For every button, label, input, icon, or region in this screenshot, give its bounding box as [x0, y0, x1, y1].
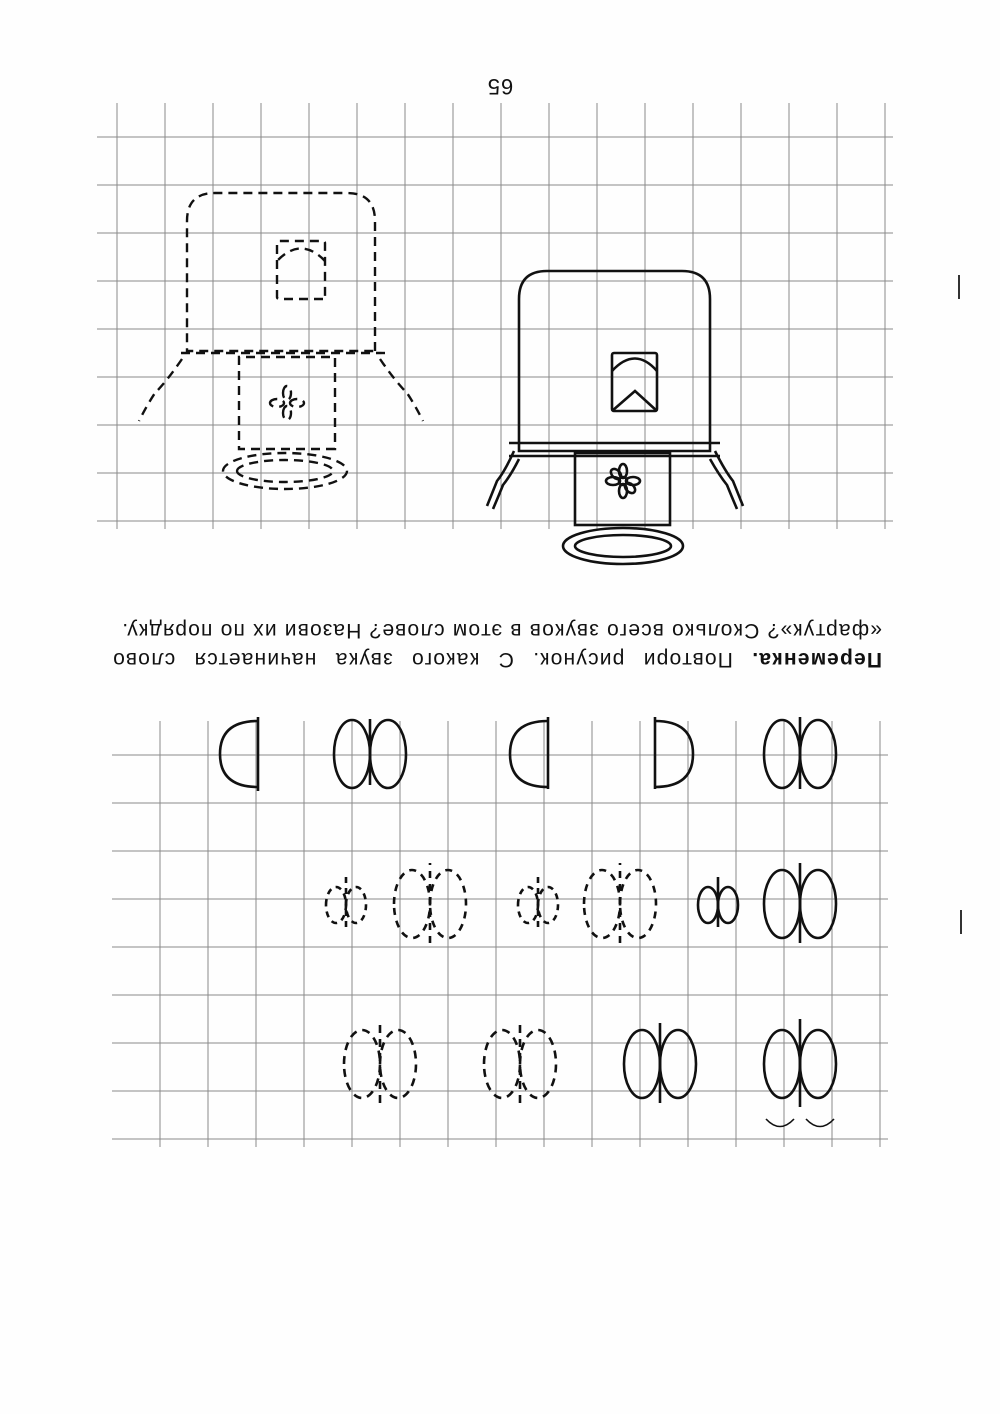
apron-pocket — [563, 528, 683, 564]
letter-f-solid — [764, 1019, 836, 1107]
letter-row-2 — [326, 863, 836, 943]
scan-mark — [960, 910, 962, 934]
flower-icon — [606, 464, 640, 498]
scan-mark — [958, 275, 960, 299]
apron-tie-left — [715, 451, 743, 506]
apron-bib — [519, 271, 710, 451]
arrow-right-icon — [766, 1119, 794, 1127]
apron-model-drawing — [487, 271, 743, 564]
task-instruction — [112, 616, 882, 674]
task-title: Переменка. — [751, 648, 882, 671]
letter-f-practice-grid — [110, 719, 880, 1139]
grid-lines — [97, 103, 893, 529]
grid-lines — [112, 721, 888, 1147]
apron-pocket-window — [612, 353, 657, 411]
letter-row-1 — [344, 1019, 836, 1127]
arrow-left-icon — [806, 1119, 834, 1127]
apron-drawing-grid — [95, 101, 885, 521]
letter-row-3 — [220, 717, 836, 791]
apron-copy-dashed — [139, 193, 423, 489]
task-text: Повтори рисунок. С какого звука начинается слово «фартук»? Сколько всего звуков в этом слове? Назови их по порядку. — [112, 619, 882, 671]
page-number: 65 — [486, 74, 514, 99]
